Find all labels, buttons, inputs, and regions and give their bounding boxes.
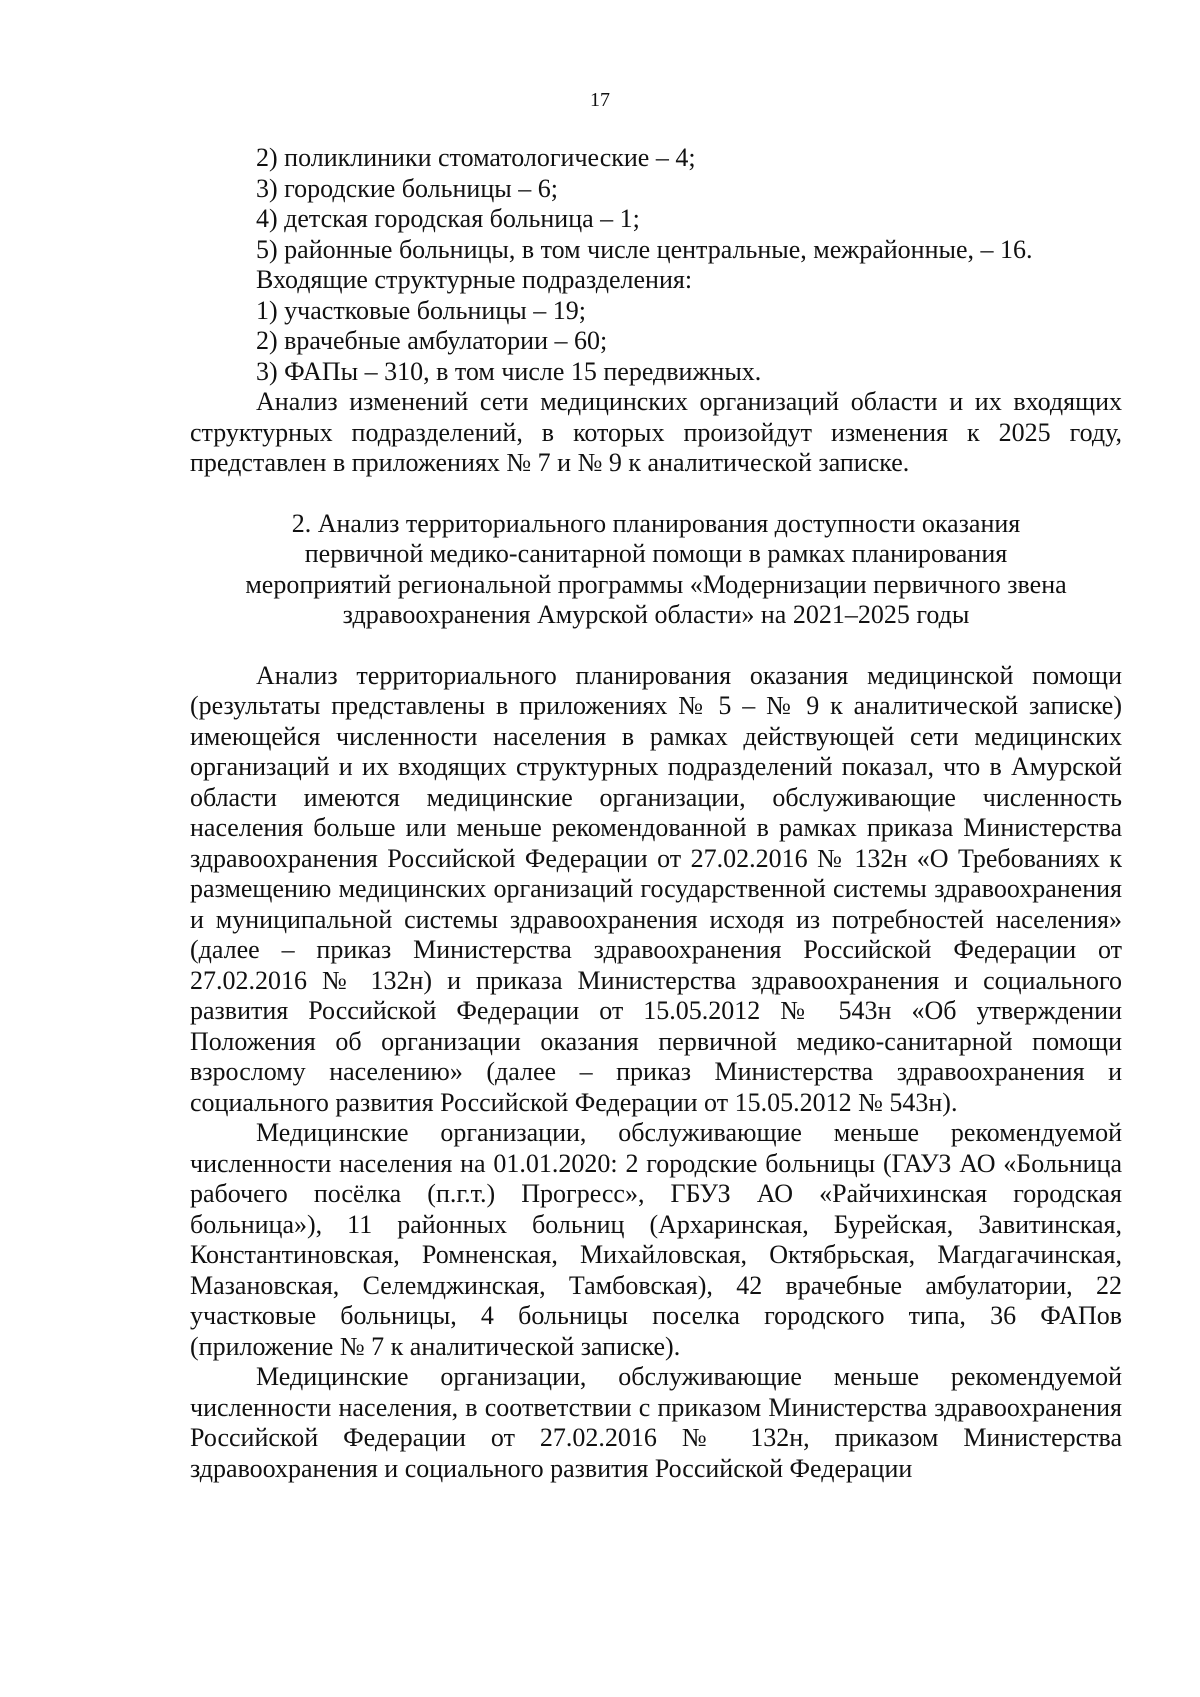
page-number: 17 bbox=[590, 89, 610, 111]
list-item: 2) врачебные амбулатории – 60; bbox=[256, 326, 608, 355]
paragraph: Медицинские организации, обслуживающие меньше рекомендуемой численности населения, в соответствии с приказом Министерства здравоохранения Российской Федерации от 27.02.2016 № 132н, приказом Министерства здравоохранения и социального развития Российской Федерации bbox=[190, 1362, 1122, 1483]
document-body bbox=[190, 143, 1122, 1484]
paragraph: Медицинские организации, обслуживающие меньше рекомендуемой численности населения на 01.01.2020: 2 городские больницы (ГАУЗ АО «Больница рабочего посёлка (п.г.т.) Прогресс», ГБУЗ АО «Райчихинская городская больница»), 11 районных больниц (Архаринская, Бурейская, Завитинская, Константиновская, Ромненская, Михайловская, Октябрьская, Магдагачинская, Мазановская, Селемджинская, Тамбовская), 42 врачебные амбулатории, 22 участковые больницы, 4 больницы поселка городского типа, 36 ФАПов (приложение № 7 к аналитической записке). bbox=[190, 1118, 1122, 1361]
list-item: 3) городские больницы – 6; bbox=[256, 173, 558, 203]
list-item: 2) поликлиники стоматологические – 4; bbox=[256, 143, 696, 172]
list-item: 5) районные больницы, в том числе центральные, межрайонные, – 16. bbox=[256, 234, 1033, 264]
list-item: 4) детская городская больница – 1; bbox=[256, 204, 640, 233]
spacer bbox=[190, 631, 1122, 661]
list-item: 3) ФАПы – 310, в том числе 15 передвижных. bbox=[256, 356, 762, 386]
spacer bbox=[190, 479, 1122, 509]
paragraph: Анализ территориального планирования оказания медицинской помощи (результаты представлены в приложениях № 5 – № 9 к аналитической записке) имеющейся численности населения в рамках действующей сети медицинских организаций и их входящих структурных подразделений показал, что в Амурской области имеются медицинские организации, обслуживающие численность населения больше или меньше рекомендованной в рамках приказа Министерства здравоохранения Российской Федерации от 27.02.2016 № 132н «О Требованиях к размещению медицинских организаций государственной системы здравоохранения и муниципальной системы здравоохранения исходя из потребностей населения» (далее – приказ Министерства здравоохранения Российской Федерации от 27.02.2016 № 132н) и приказа Министерства здравоохранения и социального развития Российской Федерации от 15.05.2012 № 543н «Об утверждении Положения об организации оказания первичной медико-санитарной помощи взрослому населению» (далее – приказ Министерства здравоохранения и социального развития Российской Федерации от 15.05.2012 № 543н). bbox=[190, 660, 1122, 1117]
list-item: 1) участковые больницы – 19; bbox=[256, 295, 586, 325]
paragraph: Анализ изменений сети медицинских организаций области и их входящих структурных подразделений, в которых произойдут изменения к 2025 году, представлен в приложениях № 7 и № 9 к аналитической записке. bbox=[190, 387, 1122, 477]
section-heading: 2. Анализ территориального планирования доступности оказания первичной медико-санитарной помощи в рамках планирования мероприятий региональной программы «Модернизации первичного звена здравоохранения Амурской области» на 2021–2025 годы bbox=[245, 508, 1067, 629]
subheading: Входящие структурные подразделения: bbox=[256, 265, 693, 294]
